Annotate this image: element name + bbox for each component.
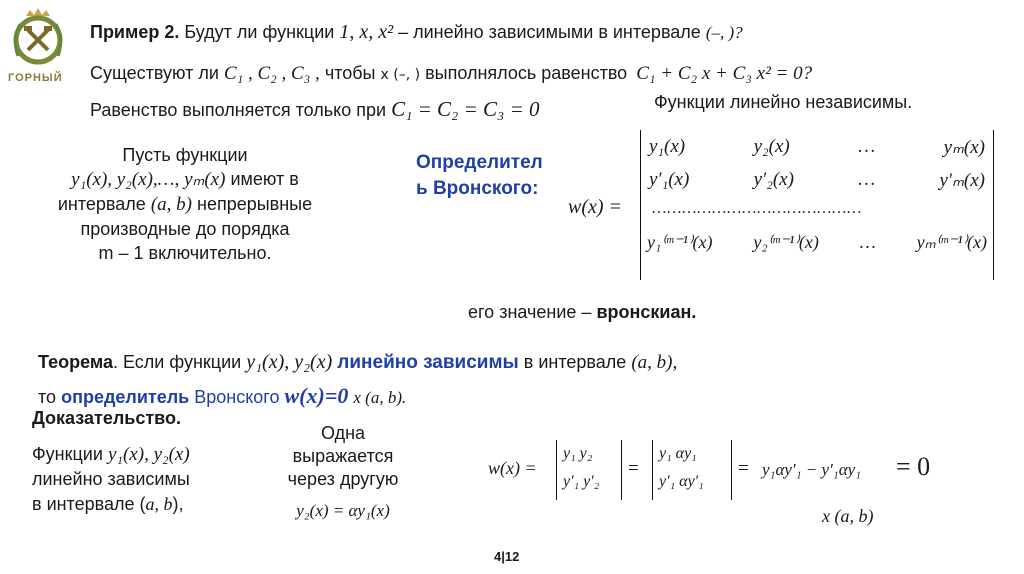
proof-det-2-row-1: y₁ αy₁ bbox=[659, 445, 697, 462]
theorem-forall: x (a, b). bbox=[353, 388, 407, 407]
coefficients: C₁ , C₂ , C₃ , bbox=[223, 63, 320, 84]
university-logo bbox=[4, 6, 72, 90]
definition-line-1: Пусть функции bbox=[122, 145, 248, 165]
proof-det-2-row-2: y′₁ αy′₁ bbox=[659, 473, 704, 490]
proof-det-1-row-1: y₁ y₂ bbox=[563, 445, 593, 462]
example-conclusion-row bbox=[630, 92, 912, 113]
theorem-line-1 bbox=[38, 351, 677, 374]
wronskian-value-term: вронскиан. bbox=[596, 302, 697, 322]
definition-line-4: производные до порядка bbox=[80, 219, 290, 239]
theorem-text-1: . Если функции bbox=[112, 352, 242, 372]
matrix-cell: y₁(x) bbox=[649, 136, 686, 157]
exist-pre: Существуют ли bbox=[90, 63, 219, 83]
theorem-determinant: определитель bbox=[61, 387, 190, 407]
theorem-text-3-mid: Вронского bbox=[194, 387, 280, 407]
exist-mid: чтобы bbox=[324, 63, 376, 83]
definition-line-3-post: непрерывные bbox=[197, 194, 313, 214]
theorem-label: Теорема bbox=[38, 352, 113, 372]
wronskian-value-pre: его значение – bbox=[468, 302, 592, 322]
wronskian-heading-line-2: ь Вронского: bbox=[416, 178, 539, 199]
proof-left-line-3-pre: в интервале ( bbox=[32, 494, 146, 514]
example-interval: (–, )? bbox=[705, 23, 743, 42]
proof-left-line-1-pre: Функции bbox=[32, 444, 103, 464]
proof-det-2 bbox=[652, 440, 732, 500]
matrix-cell: y₂⁽ᵐ⁻¹⁾(x) bbox=[753, 232, 819, 252]
proof-det-1 bbox=[556, 440, 622, 500]
proof-equals-2: = bbox=[738, 458, 749, 479]
example-question-mid: – линейно зависимыми в интервале bbox=[398, 22, 701, 42]
definition-line-5: m – 1 включительно. bbox=[98, 243, 272, 263]
forall-interval: x (–, ) bbox=[380, 67, 421, 83]
proof-forall: x (a, b) bbox=[822, 506, 874, 526]
matrix-cell: … bbox=[859, 232, 876, 252]
proof-expression: y₁αy′₁ − y′₁αy₁ bbox=[762, 460, 862, 479]
example-conclusion: Функции линейно независимы. bbox=[654, 92, 913, 112]
example-functions: 1, x, x² bbox=[339, 21, 394, 43]
theorem-dependent: линейно зависимы bbox=[337, 352, 519, 373]
proof-label: Доказательство. bbox=[32, 408, 181, 428]
matrix-cell: yₘ⁽ᵐ⁻¹⁾(x) bbox=[916, 232, 987, 252]
example-line-2 bbox=[90, 63, 812, 85]
proof-equals-1: = bbox=[628, 458, 639, 479]
proof-mid-formula: y₂(x) = αy₁(x) bbox=[296, 501, 390, 520]
proof-left-functions: y₁(x), y₂(x) bbox=[107, 444, 190, 465]
theorem-functions: y₁(x), y₂(x) bbox=[246, 351, 333, 373]
theorem-text-3-pre: то bbox=[38, 387, 57, 407]
matrix-cell: … bbox=[858, 169, 876, 190]
wronskian-row-last bbox=[641, 218, 993, 253]
definition-line-3-pre: интервале bbox=[57, 194, 146, 214]
proof-left-block bbox=[32, 442, 190, 517]
proof-w-lhs: w(x) = bbox=[488, 458, 537, 478]
wronskian-row-1 bbox=[641, 130, 993, 159]
matrix-cell: y′₂(x) bbox=[753, 169, 794, 190]
definition-interval: (a, b) bbox=[150, 194, 192, 215]
matrix-cell: y′₁(x) bbox=[649, 169, 690, 190]
definition-line-2-post: имеют в bbox=[230, 169, 299, 189]
equality-pre: Равенство выполняется только при bbox=[90, 100, 387, 120]
proof-result: = 0 bbox=[896, 452, 931, 481]
proof-mid-line-2: выражается bbox=[292, 446, 394, 466]
example-line-3 bbox=[90, 97, 540, 122]
wronskian-matrix bbox=[640, 130, 994, 280]
proof-mid-line-1: Одна bbox=[320, 423, 366, 443]
example-question-pre: Будут ли функции bbox=[184, 22, 335, 42]
wronskian-heading-line-1: Определител bbox=[416, 152, 543, 173]
matrix-cell: y₁⁽ᵐ⁻¹⁾(x) bbox=[647, 232, 713, 252]
proof-det-1-row-2: y′₁ y′₂ bbox=[563, 473, 600, 490]
wronskian-dots-row: …………………………………… bbox=[651, 200, 861, 217]
proof-left-interval: a, b bbox=[145, 494, 173, 514]
logo-text: ГОРНЫЙ bbox=[8, 72, 63, 84]
definition-block bbox=[40, 143, 330, 265]
example-equation: C₁ + C₂ x + C₃ x² = 0? bbox=[636, 63, 813, 84]
equality-condition: C₁ = C₂ = C₃ = 0 bbox=[391, 97, 540, 121]
page-number: 4|12 bbox=[494, 549, 520, 564]
proof-mid-block bbox=[268, 422, 418, 522]
example-line-1 bbox=[90, 21, 743, 44]
theorem-w-zero: w(x)=0 bbox=[284, 383, 349, 408]
matrix-cell: … bbox=[858, 136, 876, 157]
proof-mid-line-3: через другую bbox=[287, 469, 399, 489]
theorem-text-2: в интервале bbox=[523, 352, 627, 372]
proof-left-line-3-post: ), bbox=[172, 494, 184, 514]
theorem-line-2 bbox=[38, 383, 406, 409]
theorem-interval: (a, b), bbox=[631, 352, 678, 373]
matrix-cell: y₂(x) bbox=[753, 136, 790, 157]
wronskian-lhs: w(x) = bbox=[568, 196, 623, 218]
wronskian-heading bbox=[416, 150, 543, 202]
proof-left-line-2: линейно зависимы bbox=[32, 469, 190, 489]
definition-functions: y₁(x), y₂(x),…, yₘ(x) bbox=[71, 169, 226, 190]
matrix-cell: y′ₘ(x) bbox=[939, 170, 985, 191]
matrix-cell: yₘ(x) bbox=[943, 137, 985, 158]
exist-post: выполнялось равенство bbox=[425, 63, 628, 83]
wronskian-row-2 bbox=[641, 159, 993, 192]
example-title: Пример 2. bbox=[90, 22, 180, 42]
wronskian-value-line bbox=[468, 302, 696, 323]
